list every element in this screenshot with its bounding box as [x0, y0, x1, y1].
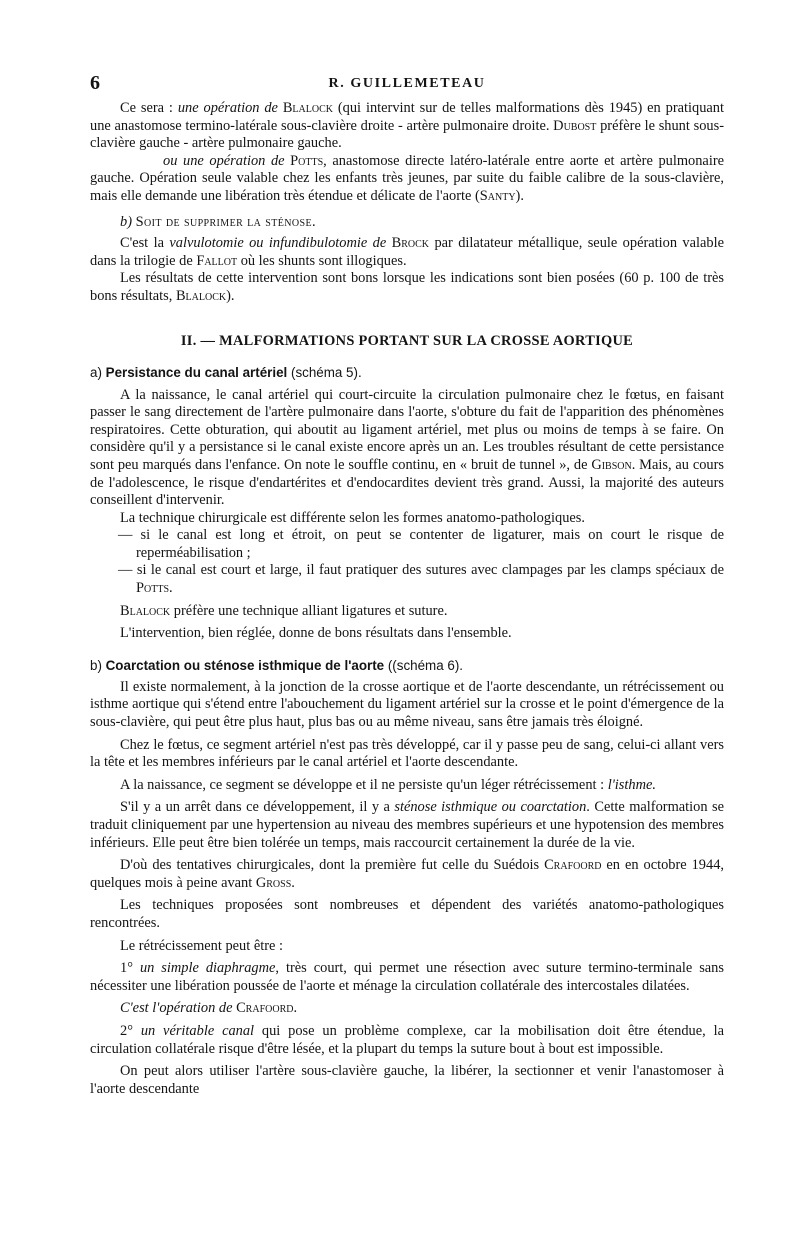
- paragraph: Le rétrécissement peut être :: [120, 937, 284, 954]
- subsection-heading-b: b) Coarctation ou sténose isthmique de l'aorte ((schéma 6).: [90, 657, 463, 673]
- paragraph: Chez le fœtus, ce segment artériel n'est pas très développé, car il y passe peu de sang, celui-ci allant vers la tête et les membres inférieurs par le canal artériel et l'aorte descendante.: [90, 736, 724, 771]
- page-number: 6: [90, 72, 100, 94]
- paragraph: 1° un simple diaphragme, très court, qui permet une résection avec suture termino-terminale sans nécessiter une libération poussée de l'aorte et ménage la circulation collatérale des intercostales dilatées.: [90, 960, 724, 994]
- paragraph: Les résultats de cette intervention sont bons lorsque les indications sont bien posées (60 p. 100 de très bons résultats, Blalock).: [90, 270, 724, 304]
- paragraph: La technique chirurgicale est différente selon les formes anatomo-pathologiques.: [120, 509, 586, 526]
- paragraph: A la naissance, ce segment se développe et il ne persiste qu'un léger rétrécissement : l'isthme.: [120, 776, 656, 793]
- paragraph: Il existe normalement, à la jonction de la crosse aortique et de l'aorte descendante, un rétrécissement ou isthme aortique qui s'étend entre l'abouchement du ligament artériel sur la crosse et le point d'émergence de la sous-clavière, qui peut être plus haut, plus bas ou au même niveau, sans être jamais très éloigné.: [90, 678, 724, 731]
- page-header: [90, 72, 724, 98]
- paragraph: Les techniques proposées sont nombreuses et dépendent des variétés anatomo-pathologiques rencontrées.: [90, 897, 724, 931]
- paragraph: Ce sera : une opération de Blalock (qui intervint sur de telles malformations dès 1945) en pratiquant une anastomose termino-latérale sous-clavière droite - artère pulmonaire droite. Dubost préfère le shunt sous-clavière gauche - artère pulmonaire gauche.: [90, 100, 724, 152]
- paragraph: C'est l'opération de Crafoord.: [120, 1000, 298, 1017]
- running-head: R. GUILLEMETEAU: [328, 76, 486, 91]
- dash-list: [118, 527, 724, 597]
- paragraph: Blalock préfère une technique alliant ligatures et suture.: [120, 602, 448, 619]
- subsection-heading-a: a) Persistance du canal artériel (schéma 5).: [90, 364, 362, 380]
- paragraph: 2° un véritable canal qui pose un problème complexe, car la mobilisation doit être étendue, la circulation collatérale risque d'être lésée, et la plupart du temps la suture bout à bout est impossible.: [90, 1022, 724, 1057]
- document-page: [90, 72, 724, 1098]
- list-item: — si le canal est long et étroit, on peut se contenter de ligaturer, mais on court le risque de reperméabilisation ;: [118, 527, 724, 561]
- paragraph: D'où des tentatives chirurgicales, dont la première fut celle du Suédois Crafoord en en octobre 1944, quelques mois à peine avant Gross.: [90, 857, 724, 891]
- paragraph: L'intervention, bien réglée, donne de bons résultats dans l'ensemble.: [120, 625, 512, 642]
- list-item: — si le canal est court et large, il faut pratiquer des sutures avec clampages par les clamps spéciaux de Potts.: [118, 562, 724, 597]
- paragraph: S'il y a un arrêt dans ce développement, il y a sténose isthmique ou coarctation. Cette malformation se traduit cliniquement par une hypertension au niveau des membres supérieurs et une hypotension des membres inférieurs. Elle peut être bien tolérée un temps, mais raccourcit certainement la durée de la vie.: [90, 799, 724, 851]
- paragraph: A la naissance, le canal artériel qui court-circuite la circulation pulmonaire chez le fœtus, en faisant passer le sang directement de l'artère pulmonaire dans l'aorte, s'obture du fait de l'apparition des phénomènes respiratoires. Cette obturation, qui aboutit au ligament artériel, met plus ou moins de temps à se faire. On considère qu'il y a persistance si le canal existe encore après un an. Les troubles résultant de cette persistance sont peu marqués dans l'enfance. On note le souffle continu, en « bruit de tunnel », de Gibson. Mais, au cours de l'adolescence, le risque d'endartérites et d'endocardites devient très grand. Aussi, la majorité des auteurs conseillent d'intervenir.: [90, 386, 724, 509]
- paragraph: ou une opération de Potts, anastomose directe latéro-latérale entre aorte et artère pulmonaire gauche. Opération seule valable chez les enfants très jeunes, par suite du faible calibre de la sous-clavière, mais elle demande une libération très étendue et délicate de l'aorte (Santy).: [90, 152, 724, 204]
- paragraph: On peut alors utiliser l'artère sous-clavière gauche, la libérer, la sectionner et venir l'anastomoser à l'aorte descendante: [90, 1063, 724, 1097]
- paragraph: C'est la valvulotomie ou infundibulotomie de Brock par dilatateur métallique, seule opération valable dans la trilogie de Fallot où les shunts sont illogiques.: [90, 235, 724, 269]
- subheading: b) Soit de supprimer la sténose.: [120, 213, 316, 230]
- section-title: II. — MALFORMATIONS PORTANT SUR LA CROSSE AORTIQUE: [180, 332, 634, 349]
